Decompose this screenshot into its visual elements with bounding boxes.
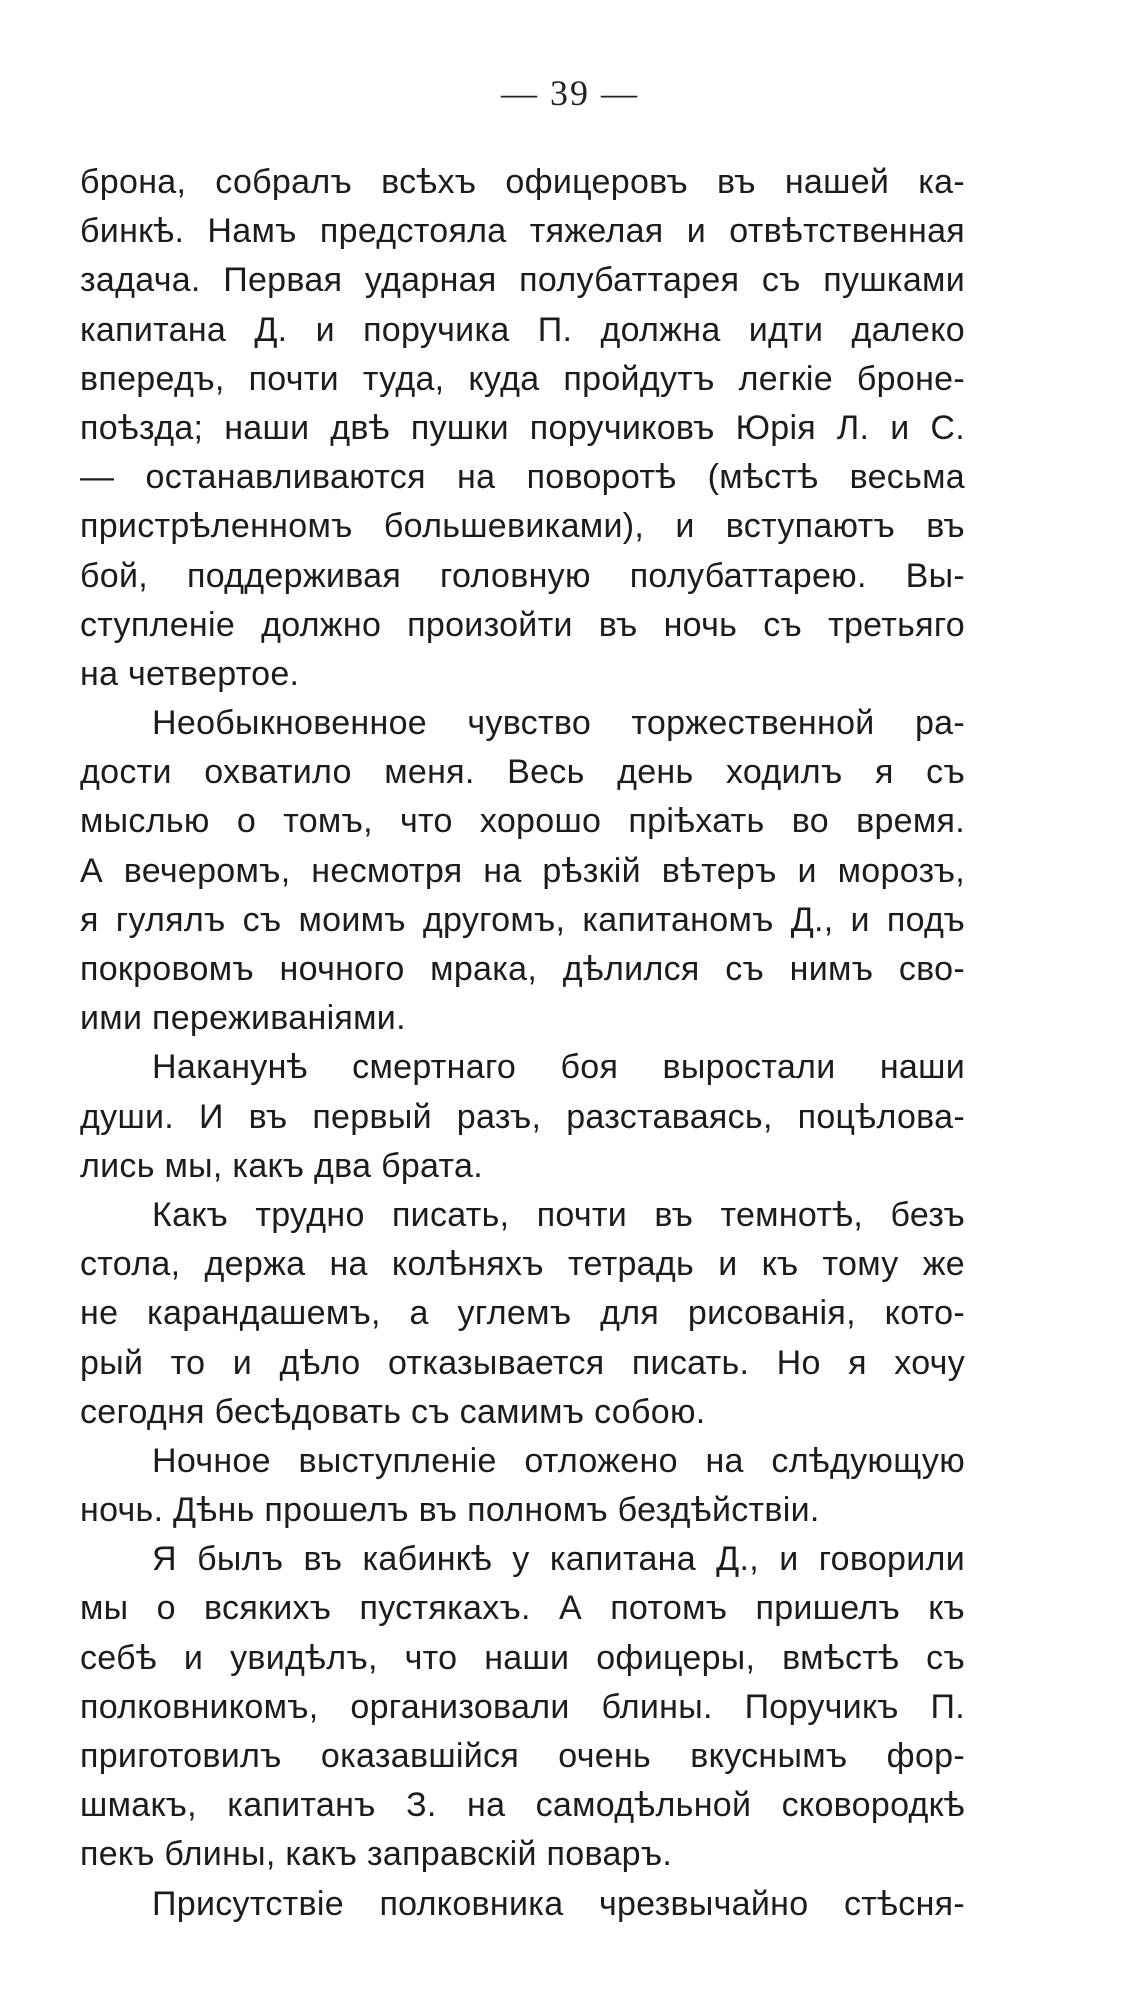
text-line: А вечеромъ, несмотря на рѣзкій вѣтеръ и морозъ, xyxy=(80,851,965,890)
text-line: души. И въ первый разъ, разставаясь, поцѣлова- xyxy=(80,1097,965,1136)
text-line: поѣзда; наши двѣ пушки поручиковъ Юрія Л. и С. xyxy=(80,408,965,447)
text-line: Я былъ въ кабинкѣ у капитана Д., и говорили xyxy=(152,1540,965,1579)
text-line: пекъ блины, какъ заправскій поваръ. xyxy=(80,1835,673,1874)
page-number: — 39 — xyxy=(501,73,639,113)
text-line: не карандашемъ, а углемъ для рисованія, кото- xyxy=(80,1294,965,1333)
text-line: задача. Первая ударная полубаттарея съ пушками xyxy=(80,261,965,300)
text-line: шмакъ, капитанъ З. на самодѣльной сковородкѣ xyxy=(80,1786,965,1825)
text-line: лись мы, какъ два брата. xyxy=(80,1146,483,1185)
text-line: впередъ, почти туда, куда пройдутъ легкіе броне- xyxy=(80,359,965,398)
text-line: Ночное выступленіе отложено на слѣдующую xyxy=(152,1441,965,1480)
text-line: пристрѣленномъ большевиками), и вступаютъ въ xyxy=(80,507,965,546)
text-line: бинкѣ. Намъ предстояла тяжелая и отвѣтственная xyxy=(80,212,965,251)
text-line: Наканунѣ смертнаго боя выростали наши xyxy=(152,1048,965,1087)
text-line: брона, собралъ всѣхъ офицеровъ въ нашей ка- xyxy=(80,163,965,201)
text-line: на четвертое. xyxy=(80,654,300,693)
body-text xyxy=(80,158,965,1929)
text-line: я гулялъ съ моимъ другомъ, капитаномъ Д., и подъ xyxy=(80,900,965,939)
text-line: мы о всякихъ пустякахъ. А потомъ пришелъ къ xyxy=(80,1589,965,1628)
text-line: Необыкновенное чувство торжественной ра- xyxy=(152,704,965,743)
text-line: ночь. Дѣнь прошелъ въ полномъ бездѣйствіи. xyxy=(80,1491,820,1530)
text-line: дости охватило меня. Весь день ходилъ я съ xyxy=(80,753,965,792)
text-line: сегодня бесѣдовать съ самимъ собою. xyxy=(80,1392,706,1431)
text-line: приготовилъ оказавшійся очень вкуснымъ фор- xyxy=(80,1737,965,1775)
text-line: бой, поддерживая головную полубаттарею. Вы- xyxy=(80,556,965,595)
text-line: Присутствіе полковника чрезвычайно стѣсня- xyxy=(152,1884,965,1923)
text-line: мыслью о томъ, что хорошо пріѣхать во время. xyxy=(80,802,965,841)
text-line: Какъ трудно писать, почти въ темнотѣ, безъ xyxy=(152,1195,965,1234)
text-line: ступленіе должно произойти въ ночь съ третьяго xyxy=(80,605,965,644)
text-line: себѣ и увидѣлъ, что наши офицеры, вмѣстѣ съ xyxy=(80,1638,965,1677)
text-line: — останавливаются на поворотѣ (мѣстѣ весьма xyxy=(80,458,965,497)
text-line: стола, держа на колѣняхъ тетрадь и къ тому же xyxy=(80,1245,965,1284)
text-line: капитана Д. и поручика П. должна идти далеко xyxy=(80,310,965,349)
text-line: рый то и дѣло отказывается писать. Но я хочу xyxy=(80,1343,965,1382)
text-line: покровомъ ночного мрака, дѣлился съ нимъ сво- xyxy=(80,950,965,988)
text-line: ими переживаніями. xyxy=(80,999,406,1038)
text-line: полковникомъ, организовали блины. Поручикъ П. xyxy=(80,1687,965,1726)
